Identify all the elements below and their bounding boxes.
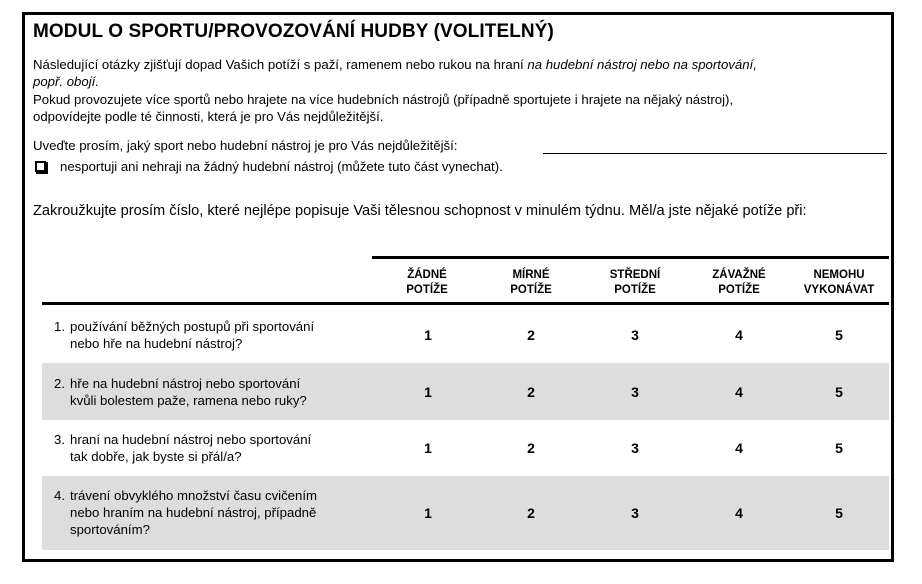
- intro-line-4: odpovídejte podle té činnosti, která je pro Vás nejdůležitější.: [33, 109, 384, 124]
- q3-rating-4[interactable]: 4: [735, 440, 743, 456]
- intro-line-1-italic: na hudební nástroj nebo na sportování,: [527, 57, 757, 72]
- q1-rating-1[interactable]: 1: [424, 327, 432, 343]
- intro-line-1-text: Následující otázky zjišťují dopad Vašich potíží s paží, ramenem nebo rukou na hraní: [33, 57, 528, 72]
- column-header-severe: [694, 268, 784, 298]
- q3-rating-5[interactable]: 5: [835, 440, 843, 456]
- column-header-unable-l2: VYKONÁVAT: [803, 284, 875, 296]
- q2-rating-5[interactable]: 5: [835, 384, 843, 400]
- question-1-line-2: nebo hře na hudební nástroj?: [70, 336, 243, 351]
- q2-rating-4[interactable]: 4: [735, 384, 743, 400]
- question-3-number: 3.: [54, 432, 65, 447]
- question-4-line-3: sportováním?: [70, 522, 150, 537]
- q4-rating-3[interactable]: 3: [631, 505, 639, 521]
- table-header-bottom-rule: [42, 302, 889, 305]
- question-2-number: 2.: [54, 376, 65, 391]
- sport-answer-line[interactable]: [543, 153, 887, 154]
- question-4-number: 4.: [54, 488, 65, 503]
- q4-rating-1[interactable]: 1: [424, 505, 432, 521]
- q1-rating-3[interactable]: 3: [631, 327, 639, 343]
- question-2-lines: [70, 375, 307, 409]
- intro-line-2: [33, 74, 99, 90]
- column-header-moderate-l2: POTÍŽE: [614, 284, 656, 296]
- q3-rating-3[interactable]: 3: [631, 440, 639, 456]
- column-header-mild-l1: MÍRNÉ: [512, 269, 550, 281]
- column-header-unable: [794, 268, 884, 298]
- no-sport-checkbox-label: nesportuji ani nehraji na žádný hudební nástroj (můžete tuto část vynechat).: [60, 159, 503, 174]
- q2-rating-1[interactable]: 1: [424, 384, 432, 400]
- q4-rating-2[interactable]: 2: [527, 505, 535, 521]
- column-header-moderate-l1: STŘEDNÍ: [609, 269, 661, 281]
- no-sport-checkbox[interactable]: [35, 161, 46, 172]
- column-header-mild: [486, 268, 576, 298]
- column-header-unable-l1: NEMOHU: [813, 269, 865, 281]
- intro-line-2-italic: popř. obojí.: [33, 74, 99, 89]
- column-header-none-l2: POTÍŽE: [406, 284, 448, 296]
- q1-rating-2[interactable]: 2: [527, 327, 535, 343]
- column-header-severe-l1: ZÁVAŽNÉ: [712, 269, 766, 281]
- rating-instruction: Zakroužkujte prosím číslo, které nejlépe popisuje Vaši tělesnou schopnost v minulém týdnu. Měl/a jste nějaké potíže při:: [33, 203, 807, 219]
- column-header-none-l1: ŽÁDNÉ: [407, 269, 447, 281]
- intro-line-1: [33, 57, 757, 73]
- question-4-line-1: trávení obvyklého množství času cvičením: [70, 488, 318, 503]
- question-1-text: [54, 318, 314, 352]
- question-3-lines: [70, 431, 311, 465]
- question-3-text: [54, 431, 311, 465]
- q2-rating-2[interactable]: 2: [527, 384, 535, 400]
- q4-rating-5[interactable]: 5: [835, 505, 843, 521]
- sport-prompt: Uveďte prosím, jaký sport nebo hudební nástroj je pro Vás nejdůležitější:: [33, 138, 458, 153]
- module-title: MODUL O SPORTU/PROVOZOVÁNÍ HUDBY (VOLITELNÝ): [33, 21, 554, 42]
- q1-rating-4[interactable]: 4: [735, 327, 743, 343]
- question-3-line-2: tak dobře, jak byste si přál/a?: [70, 449, 242, 464]
- column-header-severe-l2: POTÍŽE: [718, 284, 760, 296]
- q2-rating-3[interactable]: 3: [631, 384, 639, 400]
- intro-line-3: Pokud provozujete více sportů nebo hrajete na více hudebních nástrojů (případně sportujete i hrajete na nějaký nástroj),: [33, 92, 734, 107]
- column-header-mild-l2: POTÍŽE: [510, 284, 552, 296]
- q4-rating-4[interactable]: 4: [735, 505, 743, 521]
- question-4-lines: [70, 487, 317, 538]
- question-3-line-1: hraní na hudební nástroj nebo sportování: [70, 432, 312, 447]
- question-1-number: 1.: [54, 319, 65, 334]
- column-header-moderate: [590, 268, 680, 298]
- question-4-line-2: nebo hraním na hudební nástroj, případně: [70, 505, 317, 520]
- question-row-3: [42, 420, 889, 476]
- question-2-text: [54, 375, 307, 409]
- q3-rating-1[interactable]: 1: [424, 440, 432, 456]
- column-header-none: [382, 268, 472, 298]
- question-1-lines: [70, 318, 314, 352]
- question-row-2: [42, 363, 889, 420]
- q3-rating-2[interactable]: 2: [527, 440, 535, 456]
- question-row-1: [42, 307, 889, 363]
- q1-rating-5[interactable]: 5: [835, 327, 843, 343]
- question-1-line-1: používání běžných postupů při sportování: [70, 319, 315, 334]
- question-2-line-2: kvůli bolestem paže, ramena nebo ruky?: [70, 393, 307, 408]
- table-header-top-rule: [372, 256, 889, 259]
- question-2-line-1: hře na hudební nástroj nebo sportování: [70, 376, 301, 391]
- question-4-text: [54, 487, 317, 538]
- question-row-4: [42, 476, 889, 550]
